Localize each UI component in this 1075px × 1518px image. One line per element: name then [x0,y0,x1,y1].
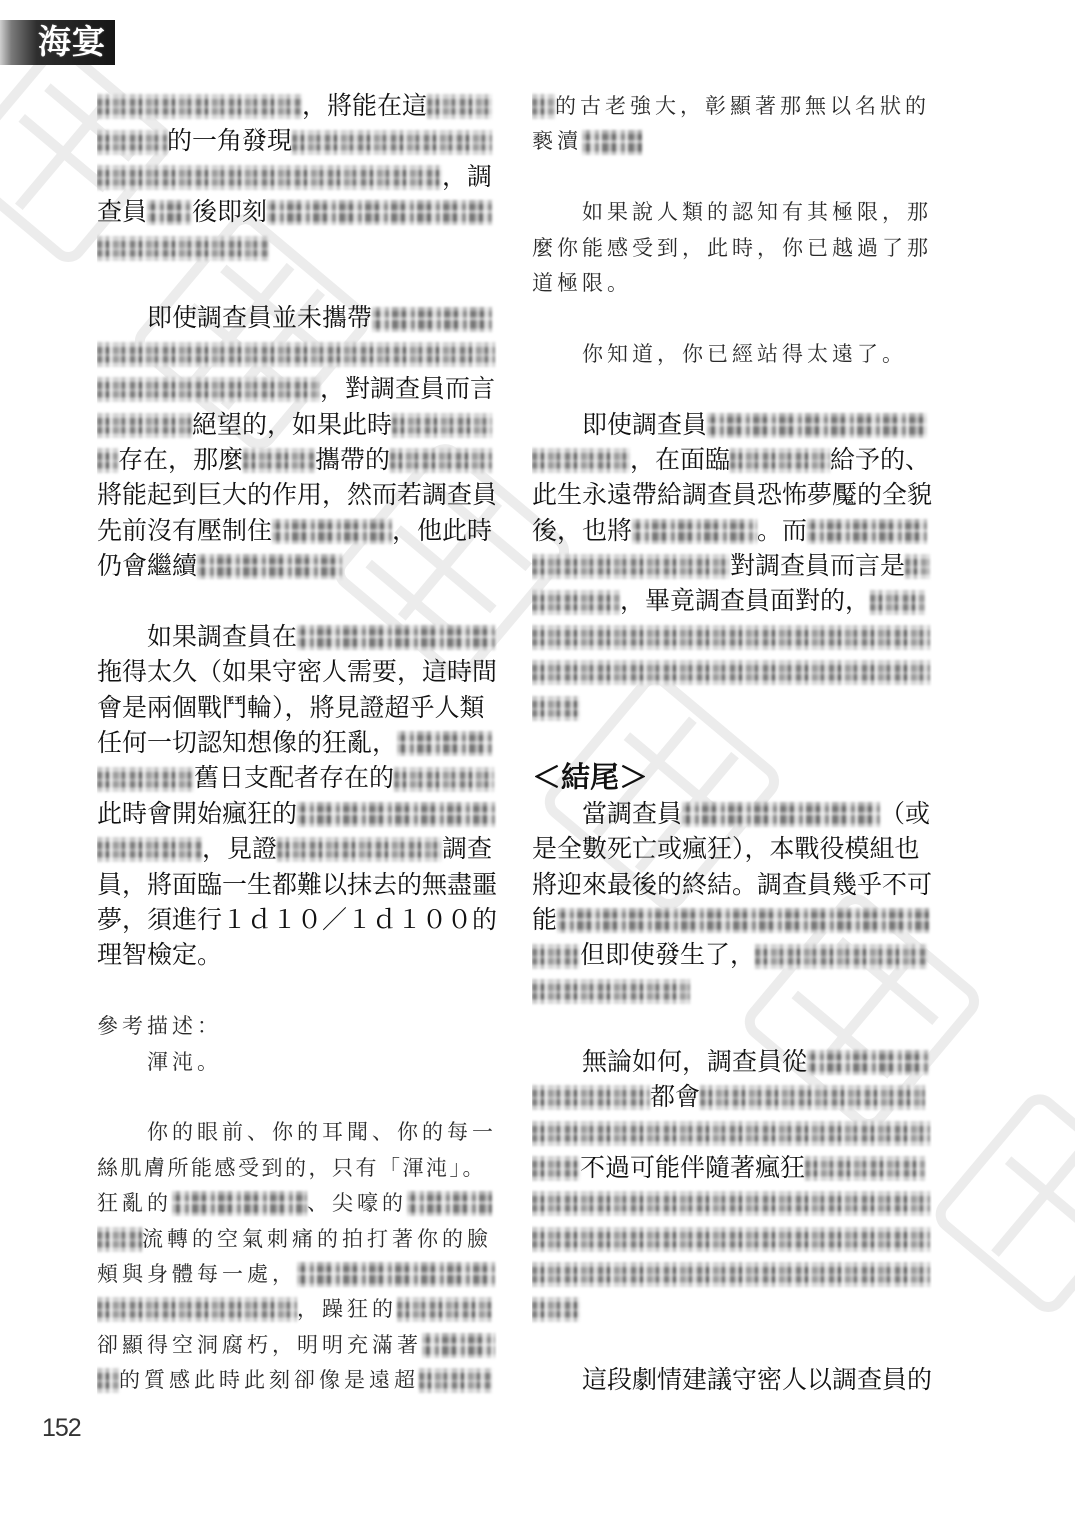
blank-line [532,160,932,195]
text-line [97,195,497,230]
text-line [532,655,932,690]
text-line [97,1186,497,1221]
redacted-text [532,1121,930,1146]
text-line [532,1222,932,1257]
redacted-text [372,307,492,332]
redacted-text [97,1297,297,1322]
text-run: 的古老強大，彰顯著那無以名狀的 [555,94,930,118]
blank-line [532,1328,932,1363]
text-line [532,231,932,266]
redacted-text [392,413,492,438]
text-line [532,408,932,443]
redacted-text [292,130,492,155]
text-run: 這段劇情建議守密人以調查員的 [582,1367,932,1395]
redacted-text [419,1368,492,1393]
redacted-text [397,731,492,756]
blank-line [532,372,932,407]
text-run: 存在，那麼 [118,446,244,474]
text-run: 查員 [97,199,148,227]
text-run: 調查 [442,836,493,864]
text-run: 狂亂的 [97,1191,172,1216]
text-line [97,1328,497,1363]
text-run: 先前沒有壓制住 [97,517,273,545]
text-run: 會是兩個戰鬥輪），將見證超乎人類 [97,694,485,722]
text-run: ，見證 [202,836,278,864]
redacted-text [297,802,495,827]
blank-line [97,584,497,619]
text-run: 參考描述： [97,1014,222,1039]
redacted-text [97,448,118,473]
redacted-text [147,200,192,225]
text-line [97,1045,497,1080]
left-column [97,89,497,1398]
text-run: ，調 [442,163,493,191]
text-line [97,726,497,761]
text-line [532,1363,932,1398]
redacted-text [97,165,442,190]
redacted-text [97,377,320,402]
redacted-text [755,944,927,969]
text-line [532,797,932,832]
text-run: 無論如何，調查員從 [582,1048,808,1076]
text-line [532,1045,932,1080]
text-line [532,478,932,513]
text-line [97,372,497,407]
redacted-text [427,94,492,119]
text-line [97,1151,497,1186]
text-run: ，躁狂的 [297,1297,397,1322]
text-line [97,231,497,266]
text-run: 但即使發生了， [580,942,756,970]
redacted-text [730,448,830,473]
text-line [97,1115,497,1150]
text-line [532,903,932,938]
redacted-text [97,1368,119,1393]
text-run: 如果調查員在 [147,623,298,651]
text-run: 絕望的，如果此時 [192,411,393,439]
section-tab [0,20,115,65]
text-run: 是全數死亡或瘋狂），本戰役模組也 [532,836,920,864]
redacted-text [172,1191,307,1216]
text-run: 都會 [650,1083,701,1111]
text-run: 頰與身體每一處， [97,1261,297,1286]
redacted-text [557,908,929,933]
blank-line [532,1009,932,1044]
redacted-text [682,802,880,827]
text-line [97,337,497,372]
redacted-text [532,448,630,473]
text-run: 仍會繼續 [97,553,198,581]
redacted-text [297,1262,495,1287]
text-line [97,124,497,159]
text-run: 你知道，你已經站得太遠了。 [582,341,907,366]
text-run: 、尖嚎的 [307,1191,407,1216]
text-run: 渾沌。 [147,1049,222,1074]
text-line [532,514,932,549]
redacted-text [272,519,392,544]
text-run: 對調查員而言是 [730,553,906,581]
text-run: 任何一切認知想像的狂亂， [97,730,398,758]
redacted-text [97,837,202,862]
redacted-text [394,767,494,792]
text-run: 褻瀆 [532,129,582,154]
section-heading-text: ＜結尾＞ [532,762,649,795]
text-line [97,514,497,549]
text-run: 此時會開始瘋狂的 [97,800,298,828]
text-line [532,691,932,726]
text-line [532,584,932,619]
text-line [532,938,932,973]
text-run: 此生永遠帶給調查員恐怖夢魘的全貌 [532,482,932,510]
redacted-text [532,696,580,721]
text-line [97,160,497,195]
redacted-text [532,625,930,650]
text-line [97,938,497,973]
redacted-text [97,130,167,155]
redacted-text [532,660,930,685]
redacted-text [532,944,580,969]
text-line [97,1292,497,1327]
redacted-text [197,554,342,579]
text-line [97,620,497,655]
text-line [97,691,497,726]
text-line [97,1363,497,1398]
redacted-text [532,1191,930,1216]
text-line [97,1222,497,1257]
text-run: 當調查員 [582,800,683,828]
text-run: 舊日支配者存在的 [194,765,395,793]
redacted-text [277,837,442,862]
redacted-text [905,554,930,579]
text-run: 將迎來最後的終結。調查員幾乎不可 [532,871,932,899]
redacted-text [807,1050,929,1075]
text-line [97,655,497,690]
text-line [532,974,932,1009]
text-run: ，畢竟調查員面對的， [620,588,871,616]
text-run: ，對調查員而言 [320,376,496,404]
redacted-text [97,767,194,792]
section-heading [532,761,932,796]
redacted-text [532,94,555,119]
text-run: 將能起到巨大的作用，然而若調查員 [97,482,497,510]
text-line [532,1186,932,1221]
text-line [532,1115,932,1150]
redacted-text [700,1085,925,1110]
text-run: 道極限。 [532,270,632,295]
text-line [97,301,497,336]
text-line [97,761,497,796]
text-run: 夢，須進行１ｄ１０／１ｄ１００的 [97,906,497,934]
blank-line [97,266,497,301]
redacted-text [422,1333,495,1358]
text-run: 能 [532,906,558,934]
text-line [97,797,497,832]
redacted-text [532,1156,580,1181]
text-run: 理智檢定。 [97,942,223,970]
redacted-text [707,413,927,438]
text-line [532,1080,932,1115]
text-line [97,903,497,938]
redacted-text [807,519,927,544]
reference-label [97,1009,497,1044]
text-line [532,195,932,230]
text-run: ，將能在這 [302,93,428,120]
text-run: ，在面臨 [630,446,731,474]
blank-line [532,726,932,761]
text-run: 流轉的空氣刺痛的拍打著你的臉 [142,1226,492,1251]
redacted-text [532,1297,580,1322]
redacted-text [407,1191,492,1216]
text-line [97,1257,497,1292]
blank-line [97,1080,497,1115]
text-run: 後即刻 [192,199,268,227]
text-line [532,620,932,655]
text-line [532,868,932,903]
redacted-text [390,448,492,473]
redacted-text [243,448,315,473]
right-column [532,89,932,1398]
blank-line [532,301,932,336]
text-run: 你的眼前、你的耳聞、你的每一 [147,1120,497,1145]
text-line [532,1151,932,1186]
redacted-text [397,1297,492,1322]
text-run: 如果說人類的認知有其極限，那 [582,200,932,225]
text-run: （或 [880,800,931,828]
text-run: 的質感此時此刻卻像是遠超 [119,1368,419,1393]
text-line [97,443,497,478]
text-line [532,549,932,584]
redacted-text [870,590,925,615]
text-line [532,337,932,372]
redacted-text [532,1085,650,1110]
text-run: 即使調查員 [582,411,708,439]
text-run: 即使調查員並未攜帶 [147,305,373,333]
redacted-text [97,342,495,367]
redacted-text [97,413,192,438]
text-line [532,89,932,124]
text-line [97,478,497,513]
redacted-text [532,590,620,615]
text-run: 絲肌膚所能感受到的，只有「渾沌」。 [97,1155,486,1180]
redacted-text [97,236,269,261]
text-line [532,1292,932,1327]
text-run: 給予的、 [830,446,931,474]
blank-line [97,974,497,1009]
text-line [97,832,497,867]
text-line [97,549,497,584]
text-line [532,124,932,159]
text-run: 不過可能伴隨著瘋狂 [580,1154,806,1182]
text-line [532,832,932,867]
text-line [532,443,932,478]
page-number: 152 [42,1414,81,1442]
text-run: ，他此時 [392,517,493,545]
text-run: 後，也將 [532,517,633,545]
redacted-text [632,519,757,544]
text-line [97,868,497,903]
text-line [97,408,497,443]
redacted-text [97,94,302,119]
section-tab-title: 海宴 [38,22,106,61]
text-line [532,266,932,301]
text-run: 員，將面臨一生都難以抹去的無盡噩 [97,871,497,899]
redacted-text [532,1262,930,1287]
redacted-text [297,625,495,650]
text-run: 卻顯得空洞腐朽，明明充滿著 [97,1332,422,1357]
text-line [532,1257,932,1292]
redacted-text [532,554,730,579]
redacted-text [532,979,690,1004]
redacted-text [805,1156,925,1181]
redacted-text [267,200,492,225]
text-run: 麼你能感受到，此時，你已越過了那 [532,235,932,260]
text-run: 拖得太久（如果守密人需要，這時間 [97,659,497,687]
text-run: 攜帶的 [315,446,391,474]
redacted-text [97,1227,142,1252]
redacted-text [532,1227,930,1252]
redacted-text [582,130,642,155]
text-line [97,89,497,124]
text-run: 的一角發現 [167,128,293,156]
text-run: 。而 [757,517,808,545]
